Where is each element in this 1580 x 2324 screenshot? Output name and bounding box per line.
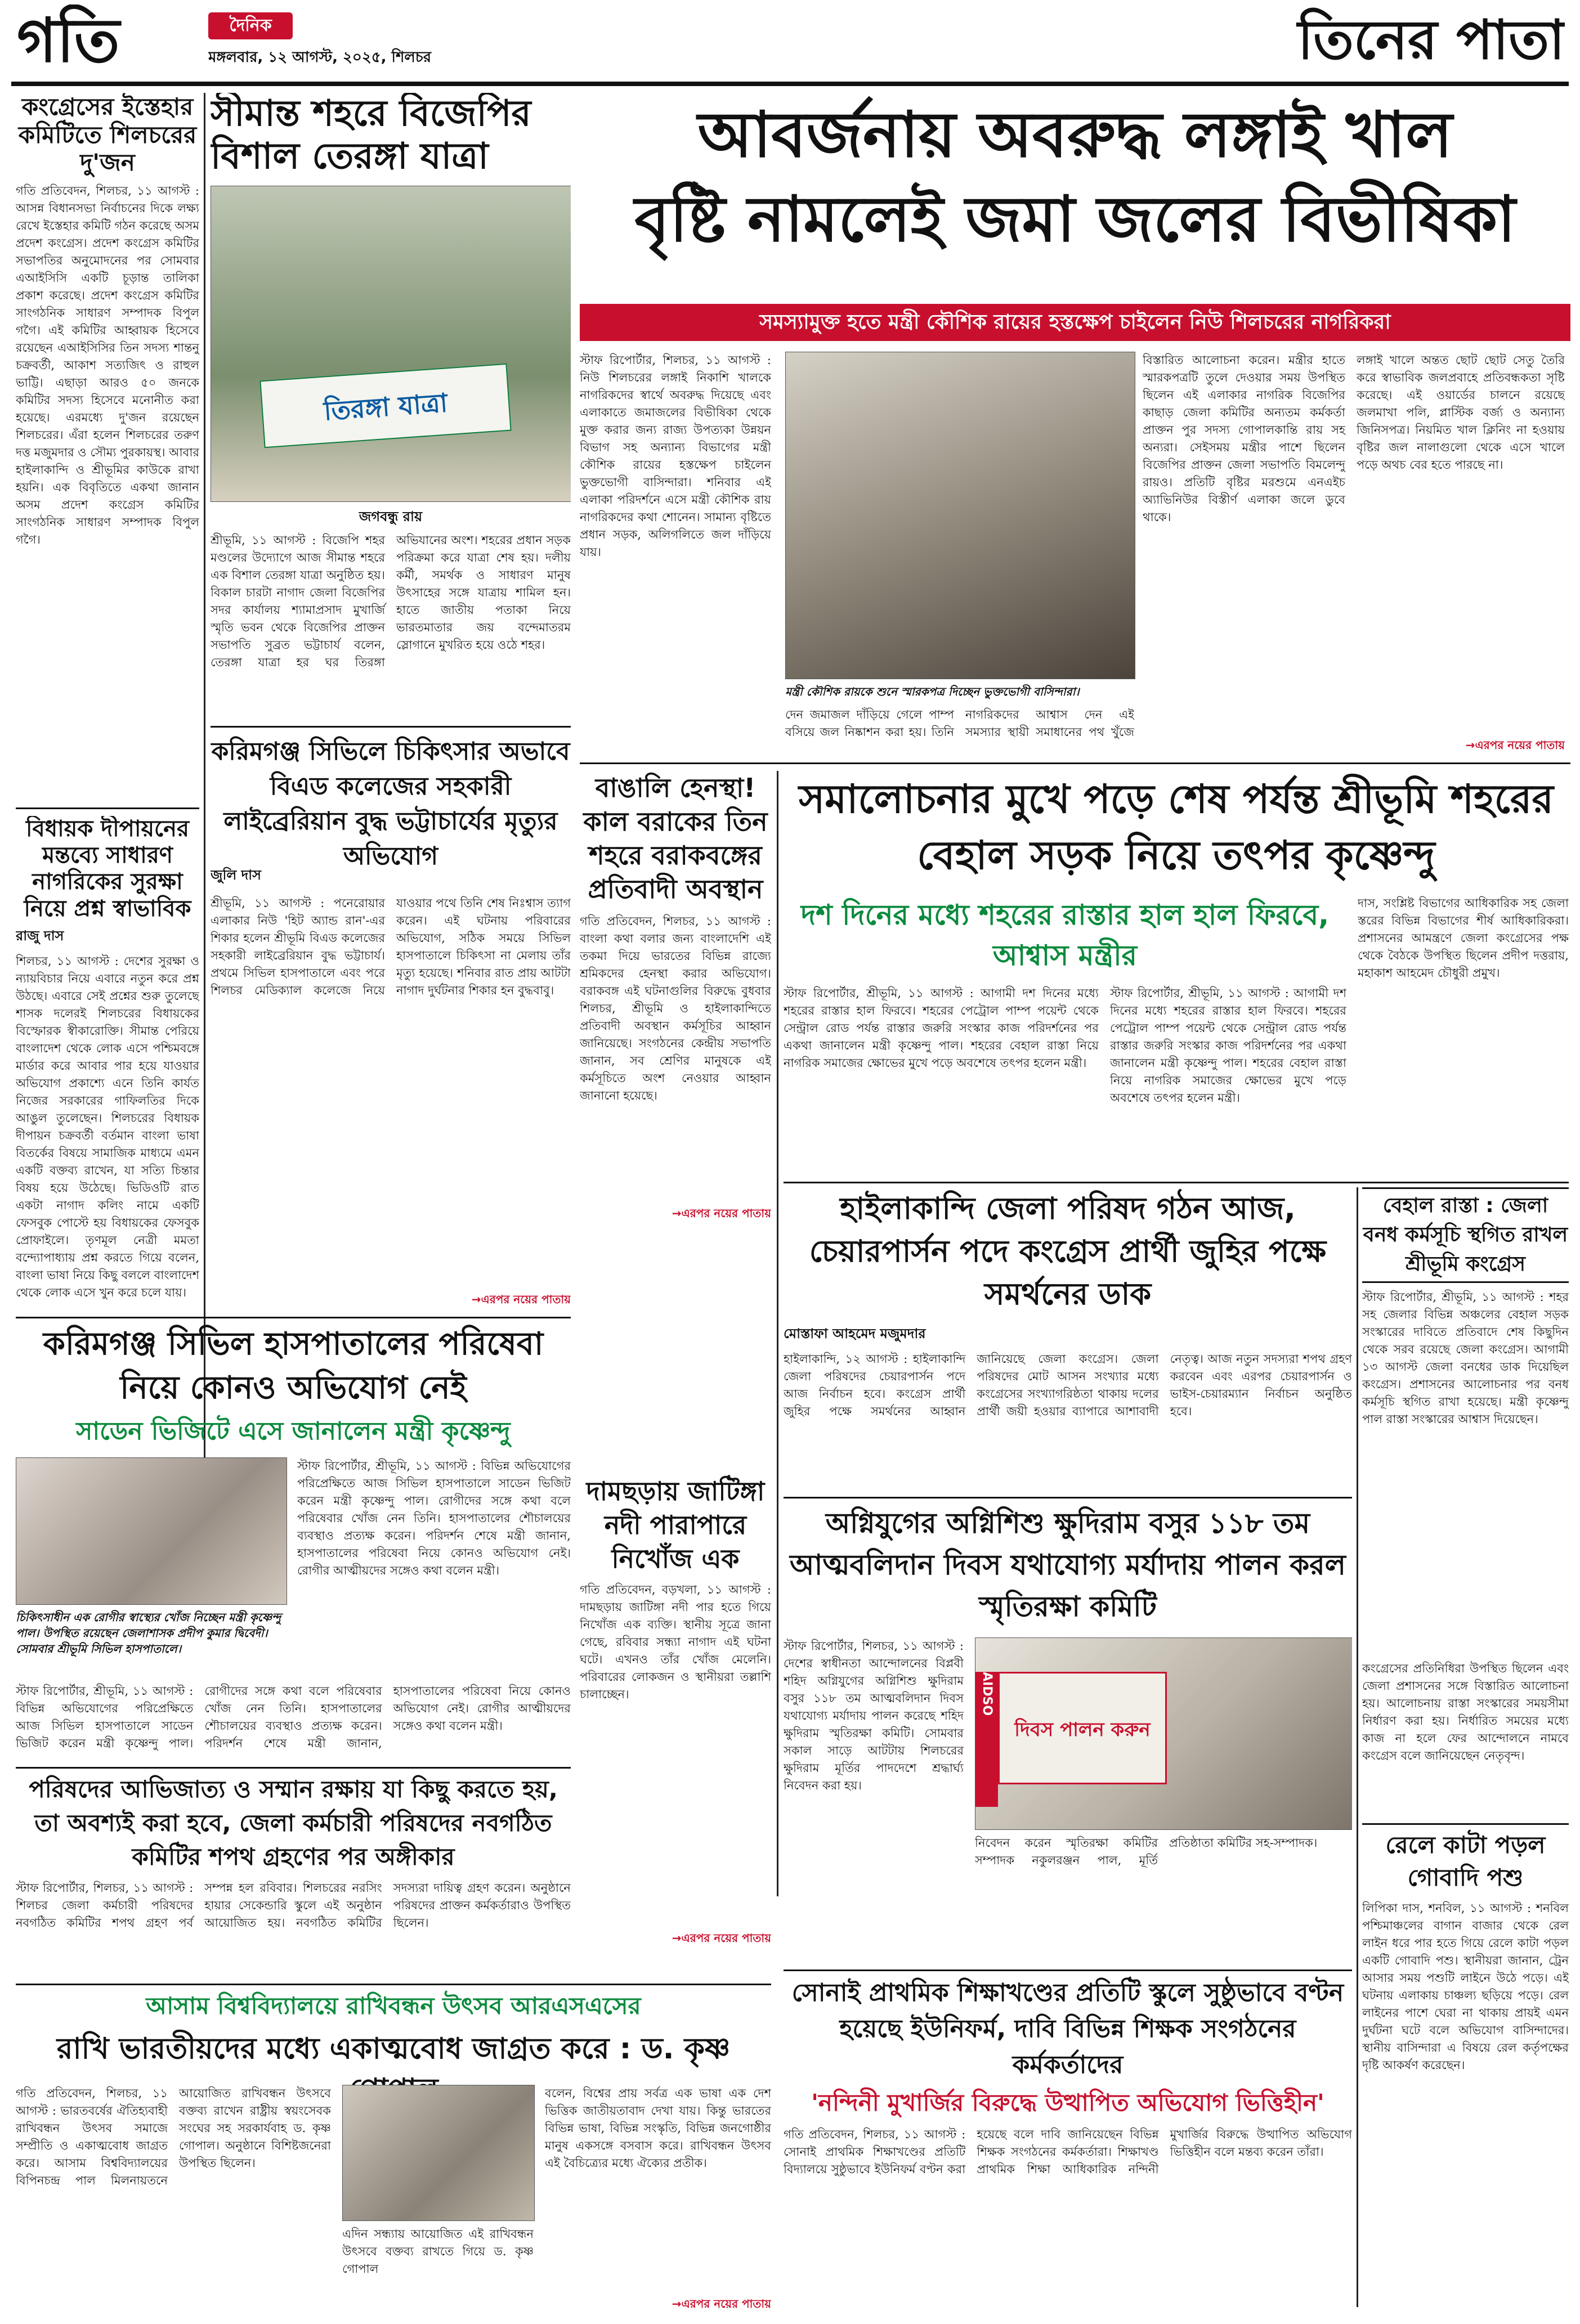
karimganj-story <box>211 734 571 1314</box>
karimganj-headline: করিমগঞ্জ সিভিলে চিকিৎসার অভাবে বিএড কলেজের সহকারী লাইব্রেরিয়ান বুদ্ধ ভট্টাচার্যের মৃত্যুর অভিযোগ <box>211 737 570 871</box>
khudiram-photo-tag-text: AIDSO <box>980 1672 994 1716</box>
lead-column-d: লঙ্গাই খালে অন্তত ছোট ছোট সেতু তৈরি করে স্বাভাবিক জলপ্রবাহে প্রতিবন্ধকতা সৃষ্টি করেছে। এই ওয়ার্ডের চালনে রয়েছে জলমাখা পলি, প্লাস্টিক বর্জ্য ও অন্যান্য জিনিসপত্র। নিয়মিত খাল ক্লিনিং না হওয়ায় বৃষ্টির জল নালাগুলো থেকে এসে খালে পড়ে অথচ বের হতে পারছে না। <box>1357 353 1565 472</box>
tiranga-story <box>211 93 571 706</box>
civil-photo-caption: চিকিৎসাধীন এক রোগীর স্বাস্থ্যের খোঁজ নিচ্ছেন মন্ত্রী কৃষ্ণেন্দু পাল। উপস্থিত রয়েছেন জেলাশাসক প্রদীপ কুমার দ্বিবেদী। সোমবার শ্রীভূমি সিভিল হাসপাতালে। <box>16 1610 281 1655</box>
page-label: তিনের পাতা <box>1297 8 1565 71</box>
tiranga-byline: জগবন্ধু রায় <box>359 509 423 524</box>
edition-badge <box>208 12 293 39</box>
khudiram-top-rule <box>784 1497 1352 1499</box>
sonai-subhead: 'নন্দিনী মুখার্জির বিরুদ্ধে উত্থাপিত অভিযোগ ভিত্তিহীন' <box>811 2089 1324 2116</box>
hailakandi-body: হাইলাকান্দি, ১২ আগস্ট : হাইলাকান্দি জেলা পরিষদের চেয়ারপার্সন পদে আজ নির্বাচন হবে। কংগ্রেস প্রার্থী জুহির পক্ষে সমর্থনের আহ্বান জানিয়েছে জেলা কংগ্রেস। জেলা পরিষদের মোট আসন সংখ্যার মধ্যে কংগ্রেসের সংখ্যাগরিষ্ঠতা থাকায় দলের প্রার্থী জয়ী হওয়ার ব্যাপারে আশাবাদী নেতৃত্ব। আজ নতুন সদস্যরা শপথ গ্রহণ করবেন এবং এরপর চেয়ারপার্সন ও ভাইস-চেয়ারম্যান নির্বাচন অনুষ্ঠিত হবে। <box>784 1352 1352 1418</box>
karimganj-continued: →এরপর নয়ের পাতায় <box>471 1293 571 1306</box>
behal-rasta-headline: বেহাল রাস্তা : জেলা বনধ কর্মসূচি স্থগিত রাখল শ্রীভূমি কংগ্রেস <box>1362 1187 1569 1283</box>
civil-body-2 <box>16 1683 571 1756</box>
col1-body: গতি প্রতিবেদন, শিলচর, ১১ আগস্ট : আসন্ন বিধানসভা নির্বাচনের দিকে লক্ষ্য রেখে ইস্তেহার কমিটি গঠন করেছে অসম প্রদেশ কংগ্রেস। প্রদেশ কংগ্রেস কমিটির সভাপতির অনুমোদনের পর সোমবার এআইসিসি একটি চূড়ান্ত তালিকা প্রকাশ করেছে। প্রদেশ কংগ্রেস কমিটির সাংগঠনিক সাধারণ সম্পাদক বিপুল গগৈ। এই কমিটির আহ্বায়ক হিসেবে রয়েছেন এআইসিসির তিন সদস্য শান্তনু চক্রবর্তী, আকাশ সত্যজিৎ ও রাহুল ভাট্টি। এছাড়া আরও ৫০ জনকে কমিটির সদস্য হিসেবে মনোনীত করা হয়েছে। এরমধ্যে দু'জন রয়েছেন শিলচরের। এঁরা হলেন শিলচরের তরুণ দত্ত মজুমদার ও সৌম্য পুরকায়স্থ। আবার হাইলাকান্দি ও শ্রীভূমির কাউকে রাখা হয়নি। এক বিবৃতিতে একথা জানান অসম প্রদেশ কংগ্রেস কমিটির সাংগঠনিক সাধারণ সম্পাদক বিপুল গগৈ। <box>16 183 199 546</box>
sonai-story <box>784 1975 1352 2313</box>
rakhi-headline: রাখি ভারতীয়দের মধ্যে একাত্মবোধ জাগ্রত করে : ড. কৃষ্ণ <box>56 2032 731 2066</box>
col1-headline-2: বিধায়ক দীপায়নের মন্তব্যে সাধারণ নাগরিকের সুরক্ষা নিয়ে প্রশ্ন স্বাভাবিক <box>24 816 191 922</box>
lead-column-a: স্টাফ রিপোর্টার, শিলচর, ১১ আগস্ট : নিউ শিলচরের লঙ্গাই নিকাশি খালকে নাগরিকদের স্বার্থে অবরুদ্ধ দিয়েছে এবং এলাকাতে জমাজলের বিভীষিকা থেকে মুক্ত করার জন্য রাজ্য উপত্যকা উন্নয়ন বিভাগ সহ অন্যান্য বিভাগের মন্ত্রী কৌশিক রায়ের হস্তক্ষেপ চাইলেন ভুক্তভোগী বাসিন্দারা। শনিবার এই এলাকা পরিদর্শনে এসে মন্ত্রী কৌশিক রায় নাগরিকদের কথা শোনেন। সামান্য বৃষ্টিতে প্রধান সড়ক, অলিগলিতে জল দাঁড়িয়ে যায়। <box>580 353 771 559</box>
sribhumi-body-mid-text: স্টাফ রিপোর্টার, শ্রীভূমি, ১১ আগস্ট : আগামী দশ দিনের মধ্যে শহরের রাস্তার হাল ফিরবে। শহরের পেট্রোল পাম্প পয়েন্ট থেকে সেন্ট্রাল রোড পর্যন্ত রাস্তার জরুরি সংস্কার কাজ পরিদর্শনের পর একথা জানালেন মন্ত্রী কৃষ্ণেন্দু পাল। শহরের বেহাল রাস্তা নিয়ে নাগরিক সমাজের ক্ষোভের মুখে পড়ে অবশেষে তৎপর হলেন মন্ত্রী। <box>1110 986 1346 1105</box>
sribhumi-body-left: স্টাফ রিপোর্টার, শ্রীভূমি, ১১ আগস্ট : আগামী দশ দিনের মধ্যে শহরের রাস্তার হাল ফিরবে। শহরের পেট্রোল পাম্প পয়েন্ট থেকে সেন্ট্রাল রোড পর্যন্ত রাস্তার জরুরি সংস্কার কাজ পরিদর্শনের পর একথা জানালেন মন্ত্রী কৃষ্ণেন্দু পাল। শহরের বেহাল রাস্তা নিয়ে নাগরিক সমাজের ক্ষোভের মুখে পড়ে অবশেষে তৎপর হলেন মন্ত্রী। <box>784 986 1099 1070</box>
civil-photo <box>16 1457 287 1605</box>
khudiram-photo-tag <box>975 1672 998 1807</box>
sonai-body: গতি প্রতিবেদন, শিলচর, ১১ আগস্ট : সোনাই প্রাথমিক শিক্ষাখণ্ডের প্রতিটি বিদ্যালয়ে সুষ্ঠুভাবে ইউনিফর্ম বণ্টন করা হয়েছে বলে দাবি জানিয়েছেন বিভিন্ন শিক্ষক সংগঠনের কর্মকর্তারা। শিক্ষাখণ্ড প্রাথমিক শিক্ষা আধিকারিক নন্দিনী মুখার্জির বিরুদ্ধে উত্থাপিত অভিযোগ ভিত্তিহীন বলে মন্তব্য করেন তাঁরা। <box>784 2128 1352 2176</box>
khudiram-story <box>784 1502 1352 1964</box>
civil-subhead: সাডেন ভিজিটে এসে জানালেন মন্ত্রী কৃষ্ণেন্দু <box>76 1417 511 1446</box>
rakhi-body: গতি প্রতিবেদন, শিলচর, ১১ আগস্ট : ভারতবর্ষের ঐতিহ্যবাহী রাখিবন্ধন উৎসব সমাজে সম্প্রীতি ও একাত্মবোধ জাগ্রত করে। আসাম বিশ্ববিদ্যালয়ের বিপিনচন্দ্র পাল মিলনায়তনে আয়োজিত রাখিবন্ধন উৎসবে বক্তব্য রাখেন রাষ্ট্রীয় স্বয়ংসেবক সংঘের সহ সরকার্যবাহ ড. কৃষ্ণ গোপাল। অনুষ্ঠানে বিশিষ্টজনেরা উপস্থিত ছিলেন। <box>16 2087 331 2187</box>
lead-column-c: বিস্তারিত আলোচনা করেন। মন্ত্রীর হাতে স্মারকপত্রটি তুলে দেওয়ার সময় উপস্থিত ছিলেন এই এলাকার নাগরিক বিজেপির কাছাড় জেলা কমিটির অন্যতম কর্মকর্তা প্রাক্তন পুর সদস্য গোপালকান্তি রায় সহ অন্যরা। সেইসময় মন্ত্রীর পাশে ছিলেন বিজেপির প্রাক্তন জেলা সভাপতি বিমলেন্দু রায়ও। প্রতিটি বৃষ্টির মরশুমে এনএইচ অ্যাভিনিউর বিস্তীর্ণ এলাকা জলে ডুবে থাকে। <box>1143 353 1345 524</box>
karimganj-byline-text: জুলি দাস <box>211 867 261 883</box>
lead-column-b: দেন জমাজল দাঁড়িয়ে গেলে পাম্প বসিয়ে জল নিষ্কাশন করা হয়। তিনি নাগরিকদের আশ্বাস দেন এই সমস্যার স্থায়ী সমাধানের পথ খুঁজে <box>785 708 1134 739</box>
col2-divider-1 <box>211 726 571 728</box>
khudiram-headline: অগ্নিযুগের অগ্নিশিশু ক্ষুদিরাম বসুর ১১৮ তম আত্মবলিদান দিবস যথাযোগ্য মর্যাদায় পালন করল স্মৃতিরক্ষা কমিটি <box>790 1507 1346 1623</box>
civil-top-rule <box>16 1317 571 1318</box>
tiranga-photo <box>211 186 571 502</box>
col1-divider <box>16 807 199 809</box>
tiranga-photo-banner-text: তিরঙ্গা যাত্রা <box>323 387 449 427</box>
masthead-divider <box>11 82 1569 86</box>
sribhumi-road-story <box>784 771 1569 1176</box>
rakhi-story <box>16 1989 771 2316</box>
khudiram-photo-banner <box>998 1672 1167 1784</box>
sribhumi-headline: সমালোচনার মুখে পড়ে শেষ পর্যন্ত শ্রীভূমি শহরের বেহাল সড়ক নিয়ে তৎপর কৃষ্ণেন্দু <box>799 776 1554 878</box>
behal-rasta-body-2: কংগ্রেসের প্রতিনিধিরা উপস্থিত ছিলেন এবং জেলা প্রশাসনের সঙ্গে বিস্তারিত আলোচনা হয়। আলোচনায় রাস্তা সংস্কারের সময়সীমা নির্ধারণ করা হয়। নির্ধারিত সময়ের মধ্যে কাজ না হলে ফের আন্দোলনে নামবে কংগ্রেস বলে জানিয়েছেন নেতৃবৃন্দ। <box>1362 1662 1569 1762</box>
lead-headline-1: আবর্জনায় অবরুদ্ধ লঙ্গাই খাল <box>697 98 1453 172</box>
damchhara-body: গতি প্রতিবেদন, বড়খলা, ১১ আগস্ট : দামছড়ায় জাটিঙ্গা নদী পার হতে গিয়ে নিখোঁজ এক ব্যক্তি। স্থানীয় সূত্রে জানা গেছে, রবিবার সন্ধ্যা নাগাদ এই ঘটনা ঘটে। এখনও তাঁর খোঁজ মেলেনি। পরিবারের লোকজন ও স্থানীয়রা তল্লাশি চালাচ্ছেন। <box>580 1583 771 1701</box>
sribhumi-body-mid <box>1110 985 1346 1165</box>
tiranga-headline: সীমান্ত শহরে বিজেপির বিশাল তেরঙ্গা যাত্রা <box>211 93 531 177</box>
bangali-continued: →এরপর নয়ের পাতায় <box>672 1206 771 1220</box>
parishad-top-rule <box>16 1767 571 1769</box>
behal-rasta-body: স্টাফ রিপোর্টার, শ্রীভূমি, ১১ আগস্ট : শহর সহ জেলার বিভিন্ন অঞ্চলের বেহাল সড়ক সংস্কারের দাবিতে প্রতিবাদে শেষ কিছুদিন থেকে সরব রয়েছে জেলা কংগ্রেস। আগামী ১৩ আগস্ট জেলা বনধের ডাক দিয়েছিল কংগ্রেস। প্রশাসনের আলোচনার পর বনধ কর্মসূচি স্থগিত রাখা হয়েছে। মন্ত্রী কৃষ্ণেন্দু পাল রাস্তা সংস্কারের আশ্বাস দিয়েছেন। <box>1362 1290 1569 1426</box>
bangali-story <box>580 771 771 1266</box>
sribhumi-subhead: দশ দিনের মধ্যে শহরের রাস্তার হাল হাল ফিরবে, আশ্বাস মন্ত্রীর <box>800 899 1330 972</box>
edition-small-label: দৈনিক <box>229 16 272 35</box>
hailakandi-headline: হাইলাকান্দি জেলা পরিষদ গঠন আজ, চেয়ারপার্সন পদে কংগ্রেস প্রার্থী জুহির পক্ষে সমর্থনের ডাক <box>809 1191 1327 1312</box>
sribhumi-subhead-box <box>784 895 1346 979</box>
civil-body-2-text: স্টাফ রিপোর্টার, শ্রীভূমি, ১১ আগস্ট : বিভিন্ন অভিযোগের পরিপ্রেক্ষিতে আজ সিভিল হাসপাতালে সাডেন ভিজিট করেন মন্ত্রী কৃষ্ণেন্দু পাল। রোগীদের সঙ্গে কথা বলে পরিষেবার খোঁজ নেন তিনি। হাসপাতালের শৌচালয়ের ব্যবস্থাও প্রত্যক্ষ করেন। পরিদর্শন শেষে মন্ত্রী জানান, হাসপাতালের পরিষেবা নিয়ে কোনও অভিযোগ নেই। রোগীর আত্মীয়দের সঙ্গেও কথা বলেন মন্ত্রী। <box>16 1684 571 1750</box>
rakhi-body-2: বলেন, বিশ্বের প্রায় সর্বত্র এক ভাষা এক দেশ ভিত্তিক জাতীয়তাবাদ দেখা যায়। কিন্তু ভারতের বিভিন্ন ভাষা, বিভিন্ন সংস্কৃতি, বিভিন্ন জনগোষ্ঠীর মানুষ একসঙ্গে বসবাস করে। রাখিবন্ধন উৎসব এই বৈচিত্র্যের মধ্যে ঐক্যের প্রতীক। <box>545 2087 771 2170</box>
col1-body-2: শিলচর, ১১ আগস্ট : দেশের সুরক্ষা ও ন্যায়বিচার নিয়ে এবারে নতুন করে প্রশ্ন উঠছে। এবারে সেই প্রশ্নের শুরু তুলেছে শাসক দলেরই শিলচরের বিধায়কের বিস্ফোরক স্বীকারোক্তি। সীমান্ত পেরিয়ে বাংলাদেশ থেকে লোক এসে পশ্চিমবঙ্গে মার্ডার করে আবার পার হয়ে যাওয়ার অভিযোগ প্রকাশ্যে এনে তিনি কার্যত নিজের সরকারের গাফিলতির দিকে আঙুল তুলেছেন। শিলচরের বিধায়ক দীপায়ন চক্রবর্তী বর্তমান বাংলা ভাষা বিতর্কের বিষয়ে সামাজিক মাধ্যমে এমন একটি বক্তব্য রাখেন, যা সত্যি চিন্তার বিষয় হয়ে উঠেছে। ভিডিওটি রাত একটা নাগাদ কলিং নামে একটি ফেসবুক পোস্টে হয় বিধায়কের ফেসবুক প্রোফাইলে। তৃণমূল নেত্রী মমতা বন্দ্যোপাধ্যায় প্রশ্ন করতে গিয়ে বলেন, বাংলা ভাষা নিয়ে কিছু বললে বাংলাদেশ থেকে লোক এসে খুন করে চলে যায়। <box>16 954 199 1299</box>
parishad-headline: পরিষদের আভিজাত্য ও সম্মান রক্ষায় যা কিছু করতে হয়, তা অবশ্যই করা হবে, জেলা কর্মচারী পরিষদের নবগঠিত কমিটির শপথ গ্রহণের পর অঙ্গীকার <box>29 1775 558 1870</box>
col1-headline: কংগ্রেসের ইস্তেহার কমিটিতে শিলচরের দু'জন <box>18 93 197 177</box>
damchhara-continued: →এরপর নয়ের পাতায় <box>672 1931 771 1945</box>
lead-headline-2: বৃষ্টি নামলেই জমা জলের বিভীষিকা <box>634 183 1516 256</box>
col1-byline: রাজু দাস <box>16 927 64 944</box>
karimganj-body: শ্রীভূমি, ১১ আগস্ট : পনেরোয়ার এলাকার নিউ 'হিট অ্যান্ড রান'-এর শিকার হলেন শ্রীভূমি বিএড কলেজের সহকারী লাইব্রেরিয়ান বুদ্ধ ভট্টাচার্য। প্রথমে সিভিল হাসপাতালে এবং পরে শিলচর মেডিক্যাল কলেজে নিয়ে যাওয়ার পথে তিনি শেষ নিঃশ্বাস ত্যাগ করেন। এই ঘটনায় পরিবারের অভিযোগ, সঠিক সময়ে সিভিল হাসপাতালে চিকিৎসা না মেলায় তাঁর মৃত্যু হয়েছে। শনিবার রাত প্রায় আটটা নাগাদ দুর্ঘটনার শিকার হন বুদ্ধবাবু। <box>211 896 571 997</box>
rail-story <box>1362 1829 1569 2307</box>
civil-hospital-story <box>16 1322 571 1761</box>
hailakandi-byline: মোস্তাফা আহমেদ মজুমদার <box>784 1326 926 1342</box>
lead-photo-caption: মন্ত্রী কৌশিক রায়কে শুনে স্মারকপত্র দিচ্ছেন ভুক্তভোগী বাসিন্দারা। <box>785 685 1080 698</box>
lead-bottom-rule <box>580 762 1570 764</box>
sribhumi-bottom-rule <box>784 1182 1569 1183</box>
parishad-body: স্টাফ রিপোর্টার, শিলচর, ১১ আগস্ট : শিলচর জেলা কর্মচারী পরিষদের নবগঠিত কমিটির শপথ গ্রহণ পর্ব সম্পন্ন হল রবিবার। শিলচরের নরসিং হায়ার সেকেন্ডারি স্কুলে এই অনুষ্ঠান আয়োজিত হয়। নবগঠিত কমিটির সদস্যরা দায়িত্ব গ্রহণ করেন। অনুষ্ঠানে পরিষদের প্রাক্তন কর্মকর্তারাও উপস্থিত ছিলেন। <box>16 1881 571 1930</box>
bangali-body: গতি প্রতিবেদন, শিলচর, ১১ আগস্ট : বাংলা কথা বলার জন্য বাংলাদেশি এই তকমা দিয়ে ভারতের বিভিন্ন রাজ্যে শ্রমিকদের হেনস্থা করার অভিযোগ। বরাকবঙ্গ এই ঘটনাগুলির বিরুদ্ধে বুধবার শিলচর, শ্রীভূমি ও হাইলাকান্দিতে প্রতিবাদী অবস্থান কর্মসূচির আহ্বান জানিয়েছে। সংগঠনের কেন্দ্রীয় সভাপতি জানান, সব শ্রেণির মানুষকে এই কর্মসূচিতে অংশ নেওয়ার আহ্বান জানানো হয়েছে। <box>580 914 771 1102</box>
rail-body: লিপিকা দাস, শনবিল, ১১ আগস্ট : শনবিল পশ্চিমাঞ্চলের বাগান বাজার থেকে রেল লাইন ধরে পার হতে গিয়ে রেলে কাটা পড়ল একটি গোবাদি পশু। স্থানীয়রা জানান, ট্রেন আসার সময় পশুটি লাইনে উঠে পড়ে। এই ঘটনায় এলাকায় চাঞ্চল্য ছড়িয়ে পড়ে। রেল লাইনের পাশে ঘেরা না থাকায় প্রায়ই এমন দুর্ঘটনা ঘটে বলে অভিযোগ বাসিন্দাদের। স্থানীয় বাসিন্দারা এ বিষয়ে রেল কর্তৃপক্ষের দৃষ্টি আকর্ষণ করেছেন। <box>1362 1901 1569 2072</box>
civil-body: স্টাফ রিপোর্টার, শ্রীভূমি, ১১ আগস্ট : বিভিন্ন অভিযোগের পরিপ্রেক্ষিতে আজ সিভিল হাসপাতালে সাডেন ভিজিট করেন মন্ত্রী কৃষ্ণেন্দু পাল। রোগীদের সঙ্গে কথা বলে পরিষেবার খোঁজ নেন তিনি। হাসপাতালের শৌচালয়ের ব্যবস্থাও প্রত্যক্ষ করেন। পরিদর্শন শেষে মন্ত্রী জানান, হাসপাতালের পরিষেবা নিয়ে কোনও অভিযোগ নেই। রোগীর আত্মীয়দের সঙ্গেও কথা বলেন মন্ত্রী। <box>297 1459 571 1577</box>
rakhi-kicker: আসাম বিশ্ববিদ্যালয়ে রাখিবন্ধন উৎসব আরএসএসের <box>146 1992 641 2020</box>
karimganj-byline <box>211 865 571 887</box>
tiranga-photo-banner <box>259 364 511 448</box>
lead-red-strap-text: সমস্যামুক্ত হতে মন্ত্রী কৌশিক রায়ের হস্তক্ষেপ চাইলেন নিউ শিলচরের নাগরিকরা <box>759 311 1391 334</box>
khudiram-photo-banner-text: দিবস পালন করুন <box>1014 1719 1151 1741</box>
rakhi-continued: →এরপর নয়ের পাতায় <box>672 2297 771 2310</box>
col-rule-mid <box>777 771 778 1896</box>
khudiram-caption: নিবেদন করেন স্মৃতিরক্ষা কমিটির সম্পাদক নকুলরঞ্জন পাল, মূর্তি প্রতিষ্ঠাতা কমিটির সহ-সম্পাদক। <box>975 1836 1318 1867</box>
hailakandi-story <box>784 1187 1352 1491</box>
khudiram-photo <box>975 1637 1352 1830</box>
sonai-headline: সোনাই প্রাথমিক শিক্ষাখণ্ডের প্রতিটি স্কুলে সুষ্ঠুভাবে বণ্টন হয়েছে ইউনিফর্ম, দাবি বিভিন্ন শিক্ষক সংগঠনের কর্মকর্তাদের <box>791 1978 1344 2079</box>
sribhumi-body-right: দাস, সংশ্লিষ্ট বিভাগের আধিকারিক সহ জেলা স্তরের বিভিন্ন বিভাগের শীর্ষ আধিকারিকরা। প্রশাসনের আমন্ত্রণে জেলা কংগ্রেসের পক্ষ থেকে বৈঠকে উপস্থিত ছিলেন প্রদীপ দত্তরায়, মহাকাশ আহমেদ চৌধুরী প্রমুখ। <box>1358 896 1569 980</box>
col1-congress-story <box>16 93 199 802</box>
damchhara-headline: দামছড়ায় জাটিঙ্গা নদী পারাপারে নিখোঁজ এক <box>586 1476 765 1574</box>
damchhara-story <box>580 1474 771 1981</box>
lead-photo <box>785 352 1135 679</box>
col-rule-right <box>1357 1187 1358 2307</box>
bangali-headline: বাঙালি হেনস্থা! কাল বরাকের তিন শহরে বরাকবঙ্গের প্রতিবাদী অবস্থান <box>583 773 768 904</box>
civil-headline: করিমগঞ্জ সিভিল হাসপাতালের পরিষেবা নিয়ে কোনও অভিযোগ নেই <box>43 1326 544 1406</box>
parishad-story <box>16 1773 571 1981</box>
rakhi-caption: এদিন সন্ধ্যায় আয়োজিত এই রাখিবন্ধন উৎসবে বক্তব্য রাখতে গিয়ে ড. কৃষ্ণ গোপাল <box>342 2227 534 2276</box>
masthead-logo: গতি <box>17 6 120 76</box>
behal-rasta-story <box>1362 1187 1569 1818</box>
rakhi-photo <box>342 2085 535 2221</box>
tiranga-body: শ্রীভূমি, ১১ আগস্ট : বিজেপি শহর মণ্ডলের উদ্যোগে আজ সীমান্ত শহরে এক বিশাল তেরঙ্গা যাত্রা অনুষ্ঠিত হয়। বিকাল চারটা নাগাদ জেলা বিজেপির সদর কার্যালয় শ্যামাপ্রসাদ মুখার্জি স্মৃতি ভবন থেকে বিজেপির প্রাক্তন সভাপতি সুব্রত ভট্টাচার্য বলেন, তেরঙ্গা যাত্রা হর ঘর তিরঙ্গা অভিযানের অংশ। শহরের প্রধান সড়ক পরিক্রমা করে যাত্রা শেষ হয়। দলীয় কর্মী, সমর্থক ও সাধারণ মানুষ উৎসাহের সঙ্গে যাত্রায় শামিল হন। হাতে জাতীয় পতাকা নিয়ে ভারতমাতার জয় বন্দেমাতরম স্লোগানে মুখরিত হয়ে ওঠে শহর। <box>211 533 571 669</box>
lead-continued: →এরপর নয়ের পাতায় <box>1465 738 1565 752</box>
sonai-top-rule <box>784 1969 1352 1971</box>
rail-top-rule <box>1362 1823 1569 1825</box>
khudiram-body: স্টাফ রিপোর্টার, শিলচর, ১১ আগস্ট : দেশের স্বাধীনতা আন্দোলনের বিপ্লবী শহিদ অগ্নিযুগের অগ্নিশিশু ক্ষুদিরাম বসুর ১১৮ তম আত্মবলিদান দিবস যথাযোগ্য মর্যাদায় পালন করেছে শহিদ ক্ষুদিরাম স্মৃতিরক্ষা কমিটি। সোমবার সকাল সাড়ে আটটায় শিলচরের ক্ষুদিরাম মূর্তির পাদদেশে শ্রদ্ধার্ঘ্য নিবেদন করা হয়। <box>784 1639 964 1792</box>
lead-red-strap <box>580 304 1570 341</box>
rail-headline: রেলে কাটা পড়ল গোবাদি পশু <box>1385 1831 1546 1891</box>
date-line: মঙ্গলবার, ১২ আগস্ট, ২০২৫, শিলচর <box>208 49 432 66</box>
masthead <box>0 0 1580 84</box>
rakhi-top-rule <box>16 1984 771 1985</box>
lead-banner <box>580 93 1570 312</box>
